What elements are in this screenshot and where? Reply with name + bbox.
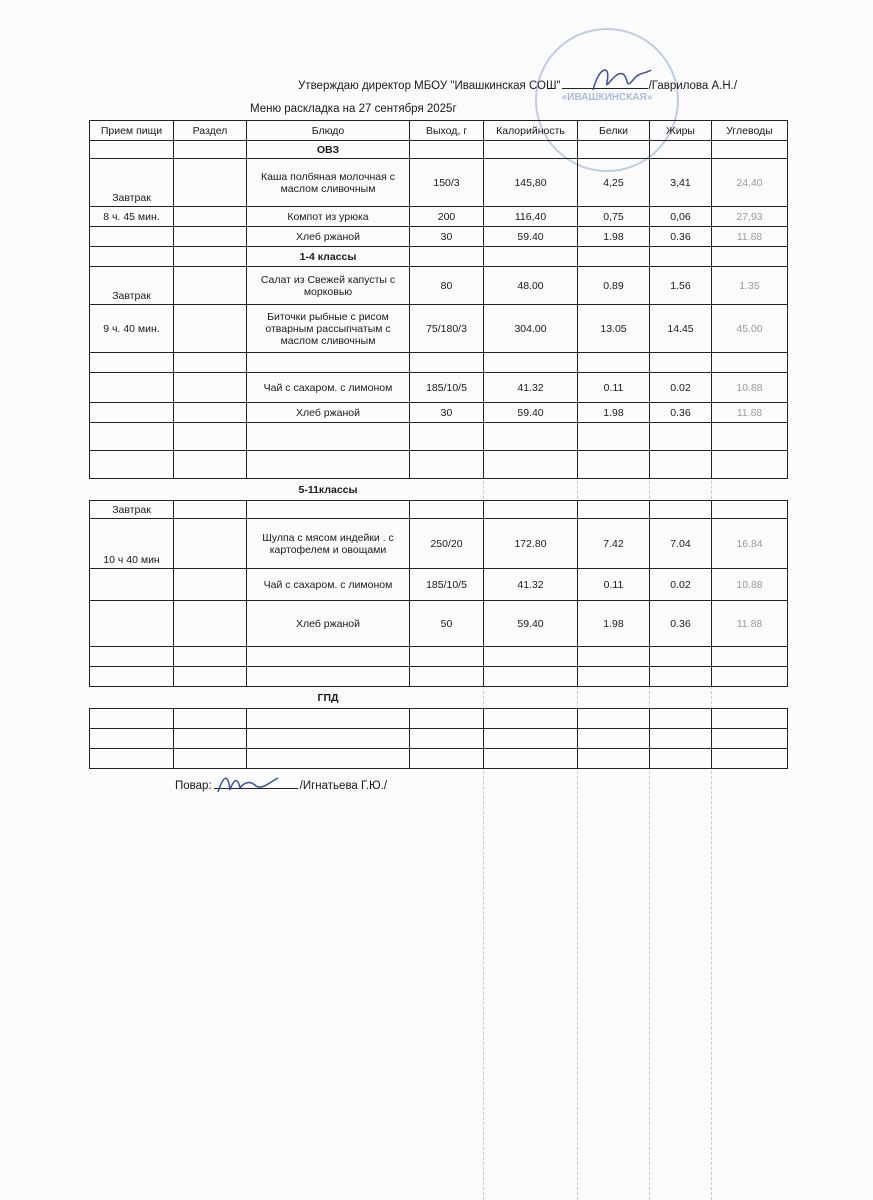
approval-line — [298, 78, 737, 92]
col-fat: Жиры — [650, 121, 712, 141]
table-row — [90, 667, 788, 687]
cook-label: Повар: — [175, 780, 212, 792]
table-row — [90, 353, 788, 373]
section-row — [90, 247, 788, 267]
table-row — [90, 423, 788, 451]
table-row: Хлеб ржаной 50 59.40 1.98 0.36 11.88 — [90, 601, 788, 647]
section-title: ОВЗ — [247, 141, 410, 159]
table-row: Хлеб ржаной 30 59.40 1.98 0.36 11.88 — [90, 227, 788, 247]
table-row: Завтрак — [90, 501, 788, 519]
table-row: 8 ч. 45 мин. Компот из урюка 200 116,40 0,75 0,06 27,93 — [90, 207, 788, 227]
table-row — [90, 729, 788, 749]
section-title: 1-4 классы — [247, 247, 410, 267]
table-row: Чай с сахаром. с лимоном 185/10/5 41.32 0.11 0.02 10.88 — [90, 373, 788, 403]
menu-table — [89, 120, 788, 769]
menu-title: Меню раскладка на 27 сентября 2025г — [250, 103, 457, 115]
table-row: 10 ч 40 мин Шулпа с мясом индейки . с картофелем и овощами 250/20 172.80 7.42 7.04 16.84 — [90, 519, 788, 569]
table-row — [90, 749, 788, 769]
cook-name: /Игнатьева Г.Ю./ — [299, 780, 388, 792]
col-carbs: Углеводы — [712, 121, 788, 141]
section-title: 5-11классы — [247, 479, 410, 501]
col-meal: Прием пищи — [90, 121, 174, 141]
table-row: Завтрак Каша полбяная молочная с маслом сливочным 150/3 145,80 4,25 3,41 24,40 — [90, 159, 788, 207]
col-dish: Блюдо — [247, 121, 410, 141]
approval-text: Утверждаю директор МБОУ "Ивашкинская СОШ" — [298, 80, 561, 92]
table-row: Завтрак Салат из Свежей капусты с морковью 80 48.00 0.89 1.56 1.35 — [90, 267, 788, 305]
table-row — [90, 709, 788, 729]
section-title: ГПД — [247, 687, 410, 709]
director-signature — [585, 60, 655, 100]
col-yield: Выход, г — [410, 121, 484, 141]
stamp-text: «ИВАШКИНСКАЯ» — [561, 92, 653, 103]
col-calories: Калорийность — [484, 121, 578, 141]
director-name: /Гаврилова А.Н./ — [648, 80, 738, 92]
col-protein: Белки — [578, 121, 650, 141]
section-row — [90, 479, 788, 501]
table-row: Чай с сахаром. с лимоном 185/10/5 41.32 0.11 0.02 10.88 — [90, 569, 788, 601]
header-row — [90, 121, 788, 141]
col-section: Раздел — [174, 121, 247, 141]
cook-signature — [212, 770, 282, 798]
table-row — [90, 451, 788, 479]
section-row — [90, 687, 788, 709]
table-row: 9 ч. 40 мин. Биточки рыбные с рисом отварным рассыпчатым с маслом сливочным 75/180/3 304.00 13.05 14.45 45.00 — [90, 305, 788, 353]
section-row — [90, 141, 788, 159]
table-row — [90, 647, 788, 667]
table-row: Хлеб ржаной 30 59.40 1.98 0.36 11.88 — [90, 403, 788, 423]
